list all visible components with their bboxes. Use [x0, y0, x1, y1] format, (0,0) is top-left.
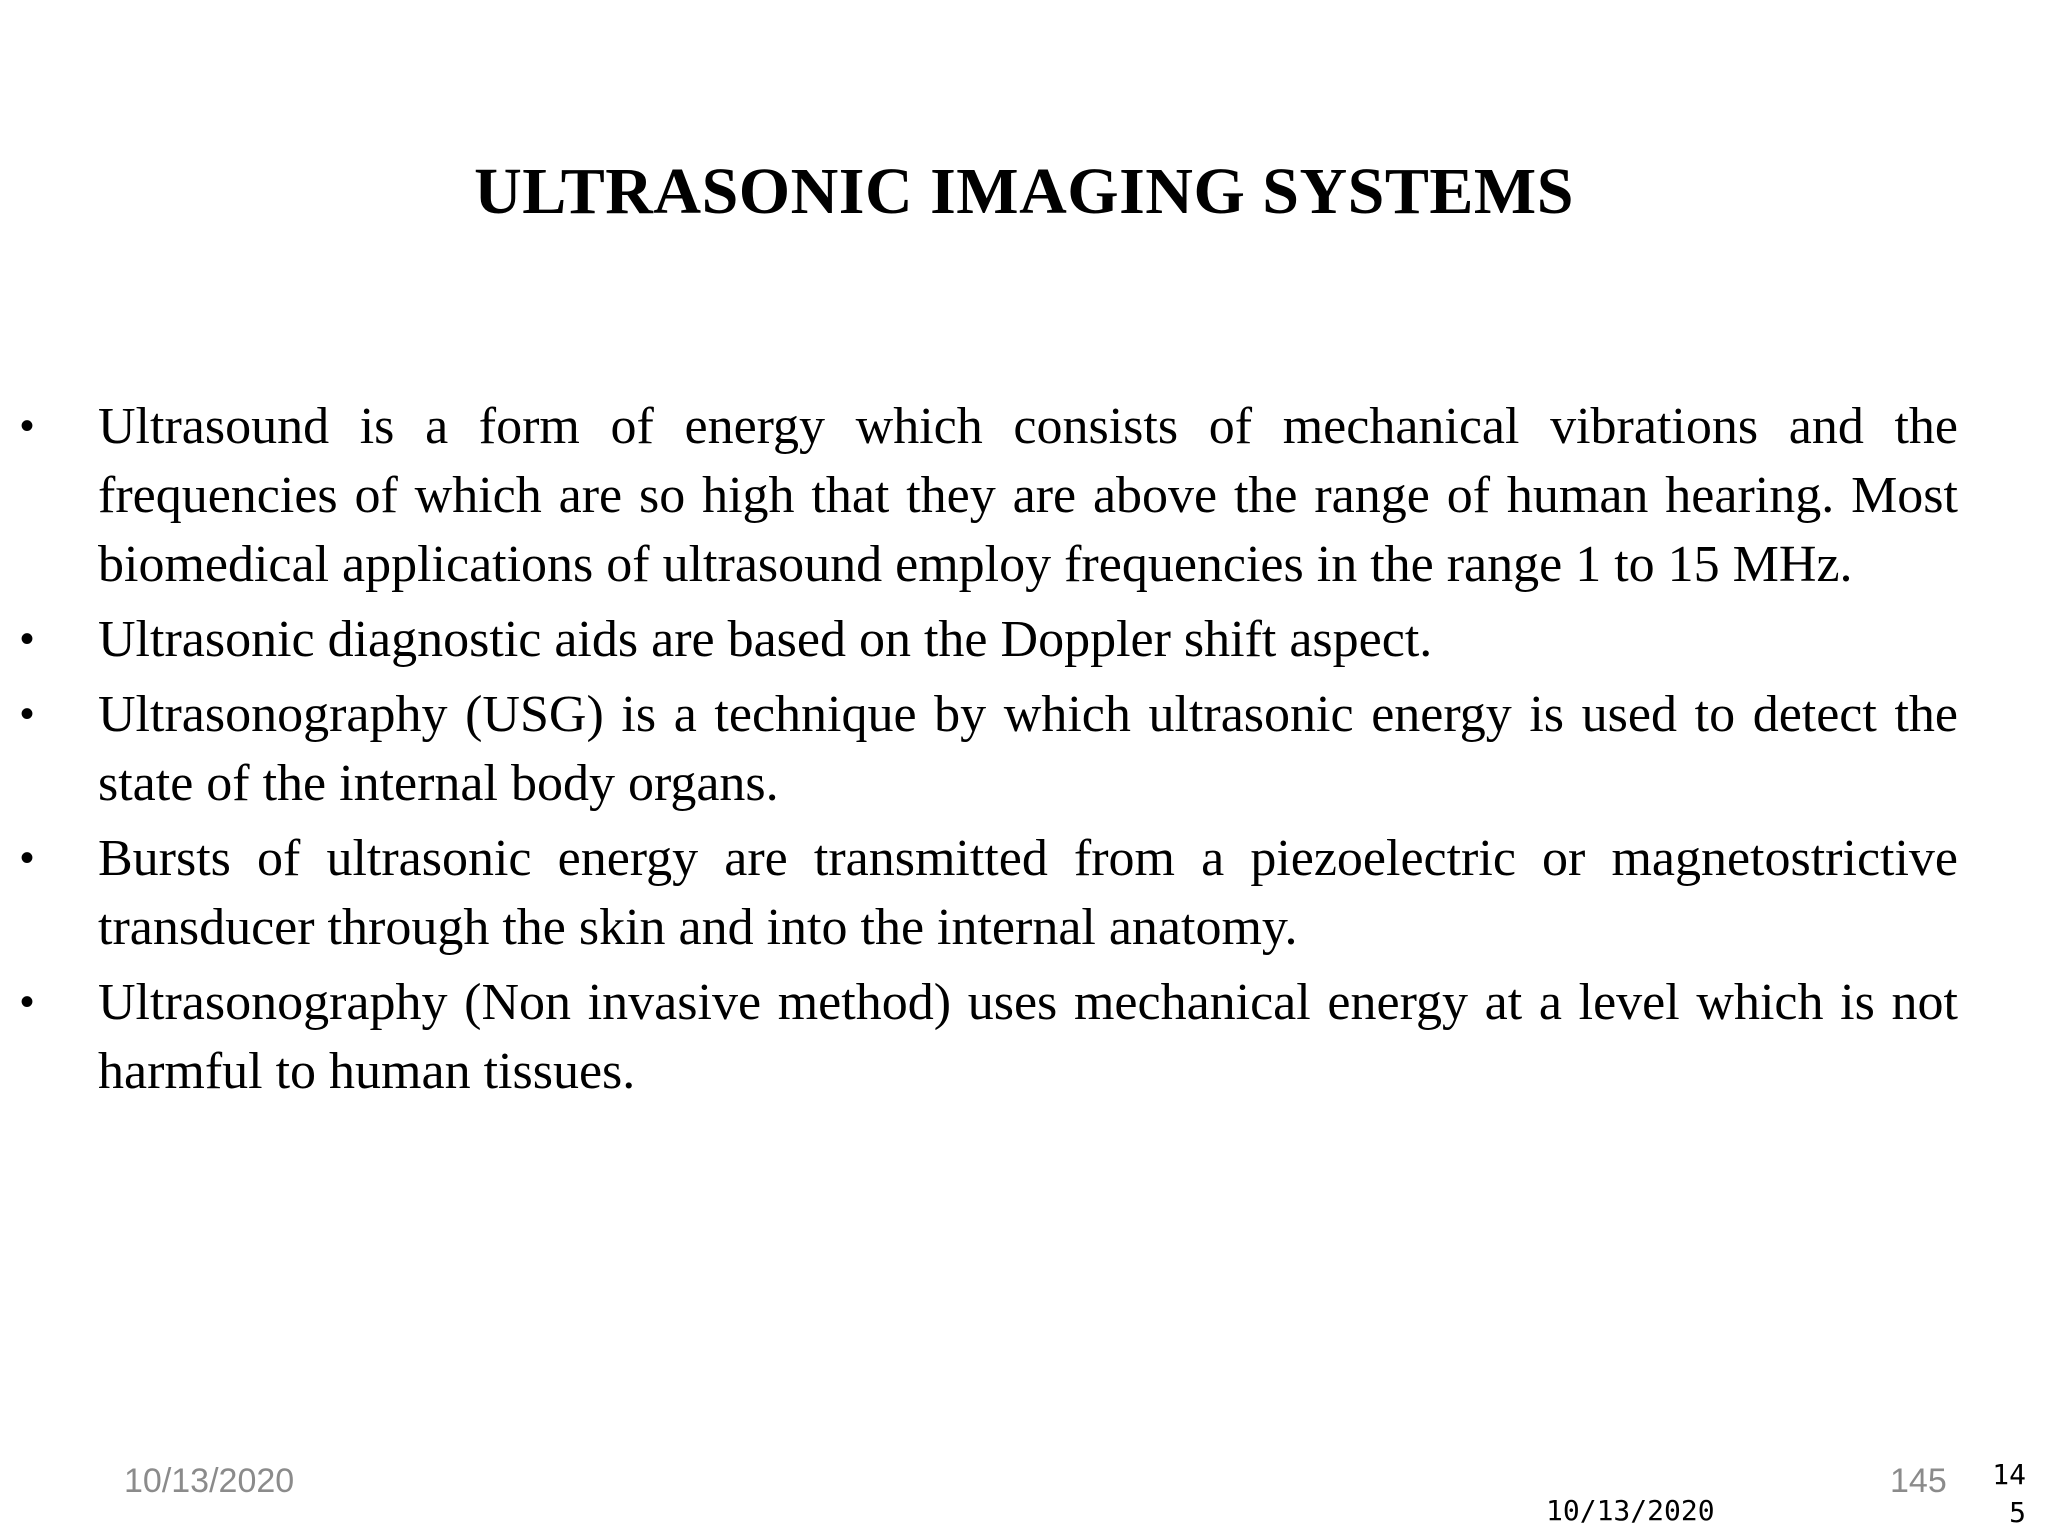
- slide-title: ULTRASONIC IMAGING SYSTEMS: [474, 155, 1574, 228]
- bullet-icon: •: [20, 980, 35, 1024]
- bullet-text: Ultrasonography (USG) is a technique by which ultrasonic energy is used to detect the state of the internal body organs.: [98, 686, 1958, 812]
- footer-page-number-secondary: [1986, 1456, 2026, 1532]
- bullet-icon: •: [20, 404, 35, 448]
- bullet-item: [0, 824, 2048, 962]
- footer-date-secondary: 10/13/2020: [1546, 1494, 1715, 1527]
- bullet-item: [0, 392, 2048, 599]
- page-number-line: 14: [1992, 1458, 2026, 1491]
- footer-date: 10/13/2020: [124, 1462, 295, 1500]
- bullet-list: [0, 392, 2048, 1112]
- bullet-icon: •: [20, 692, 35, 736]
- bullet-item: [0, 605, 2048, 674]
- bullet-item: [0, 680, 2048, 818]
- bullet-item: [0, 968, 2048, 1106]
- bullet-text: Ultrasound is a form of energy which consists of mechanical vibrations and the frequencies of which are so high that they are above the range of human hearing. Most biomedical applications of ultrasound employ frequencies in the range 1 to 15 MHz.: [98, 398, 1958, 593]
- page-number-line: 5: [2009, 1496, 2026, 1529]
- bullet-text: Ultrasonography (Non invasive method) uses mechanical energy at a level which is not harmful to human tissues.: [98, 974, 1958, 1100]
- bullet-icon: •: [20, 836, 35, 880]
- bullet-icon: •: [20, 617, 35, 661]
- bullet-text: Ultrasonic diagnostic aids are based on the Doppler shift aspect.: [98, 611, 1433, 668]
- bullet-text: Bursts of ultrasonic energy are transmitted from a piezoelectric or magnetostrictive transducer through the skin and into the internal anatomy.: [98, 830, 1958, 956]
- footer-page-number: 145: [1890, 1462, 1947, 1500]
